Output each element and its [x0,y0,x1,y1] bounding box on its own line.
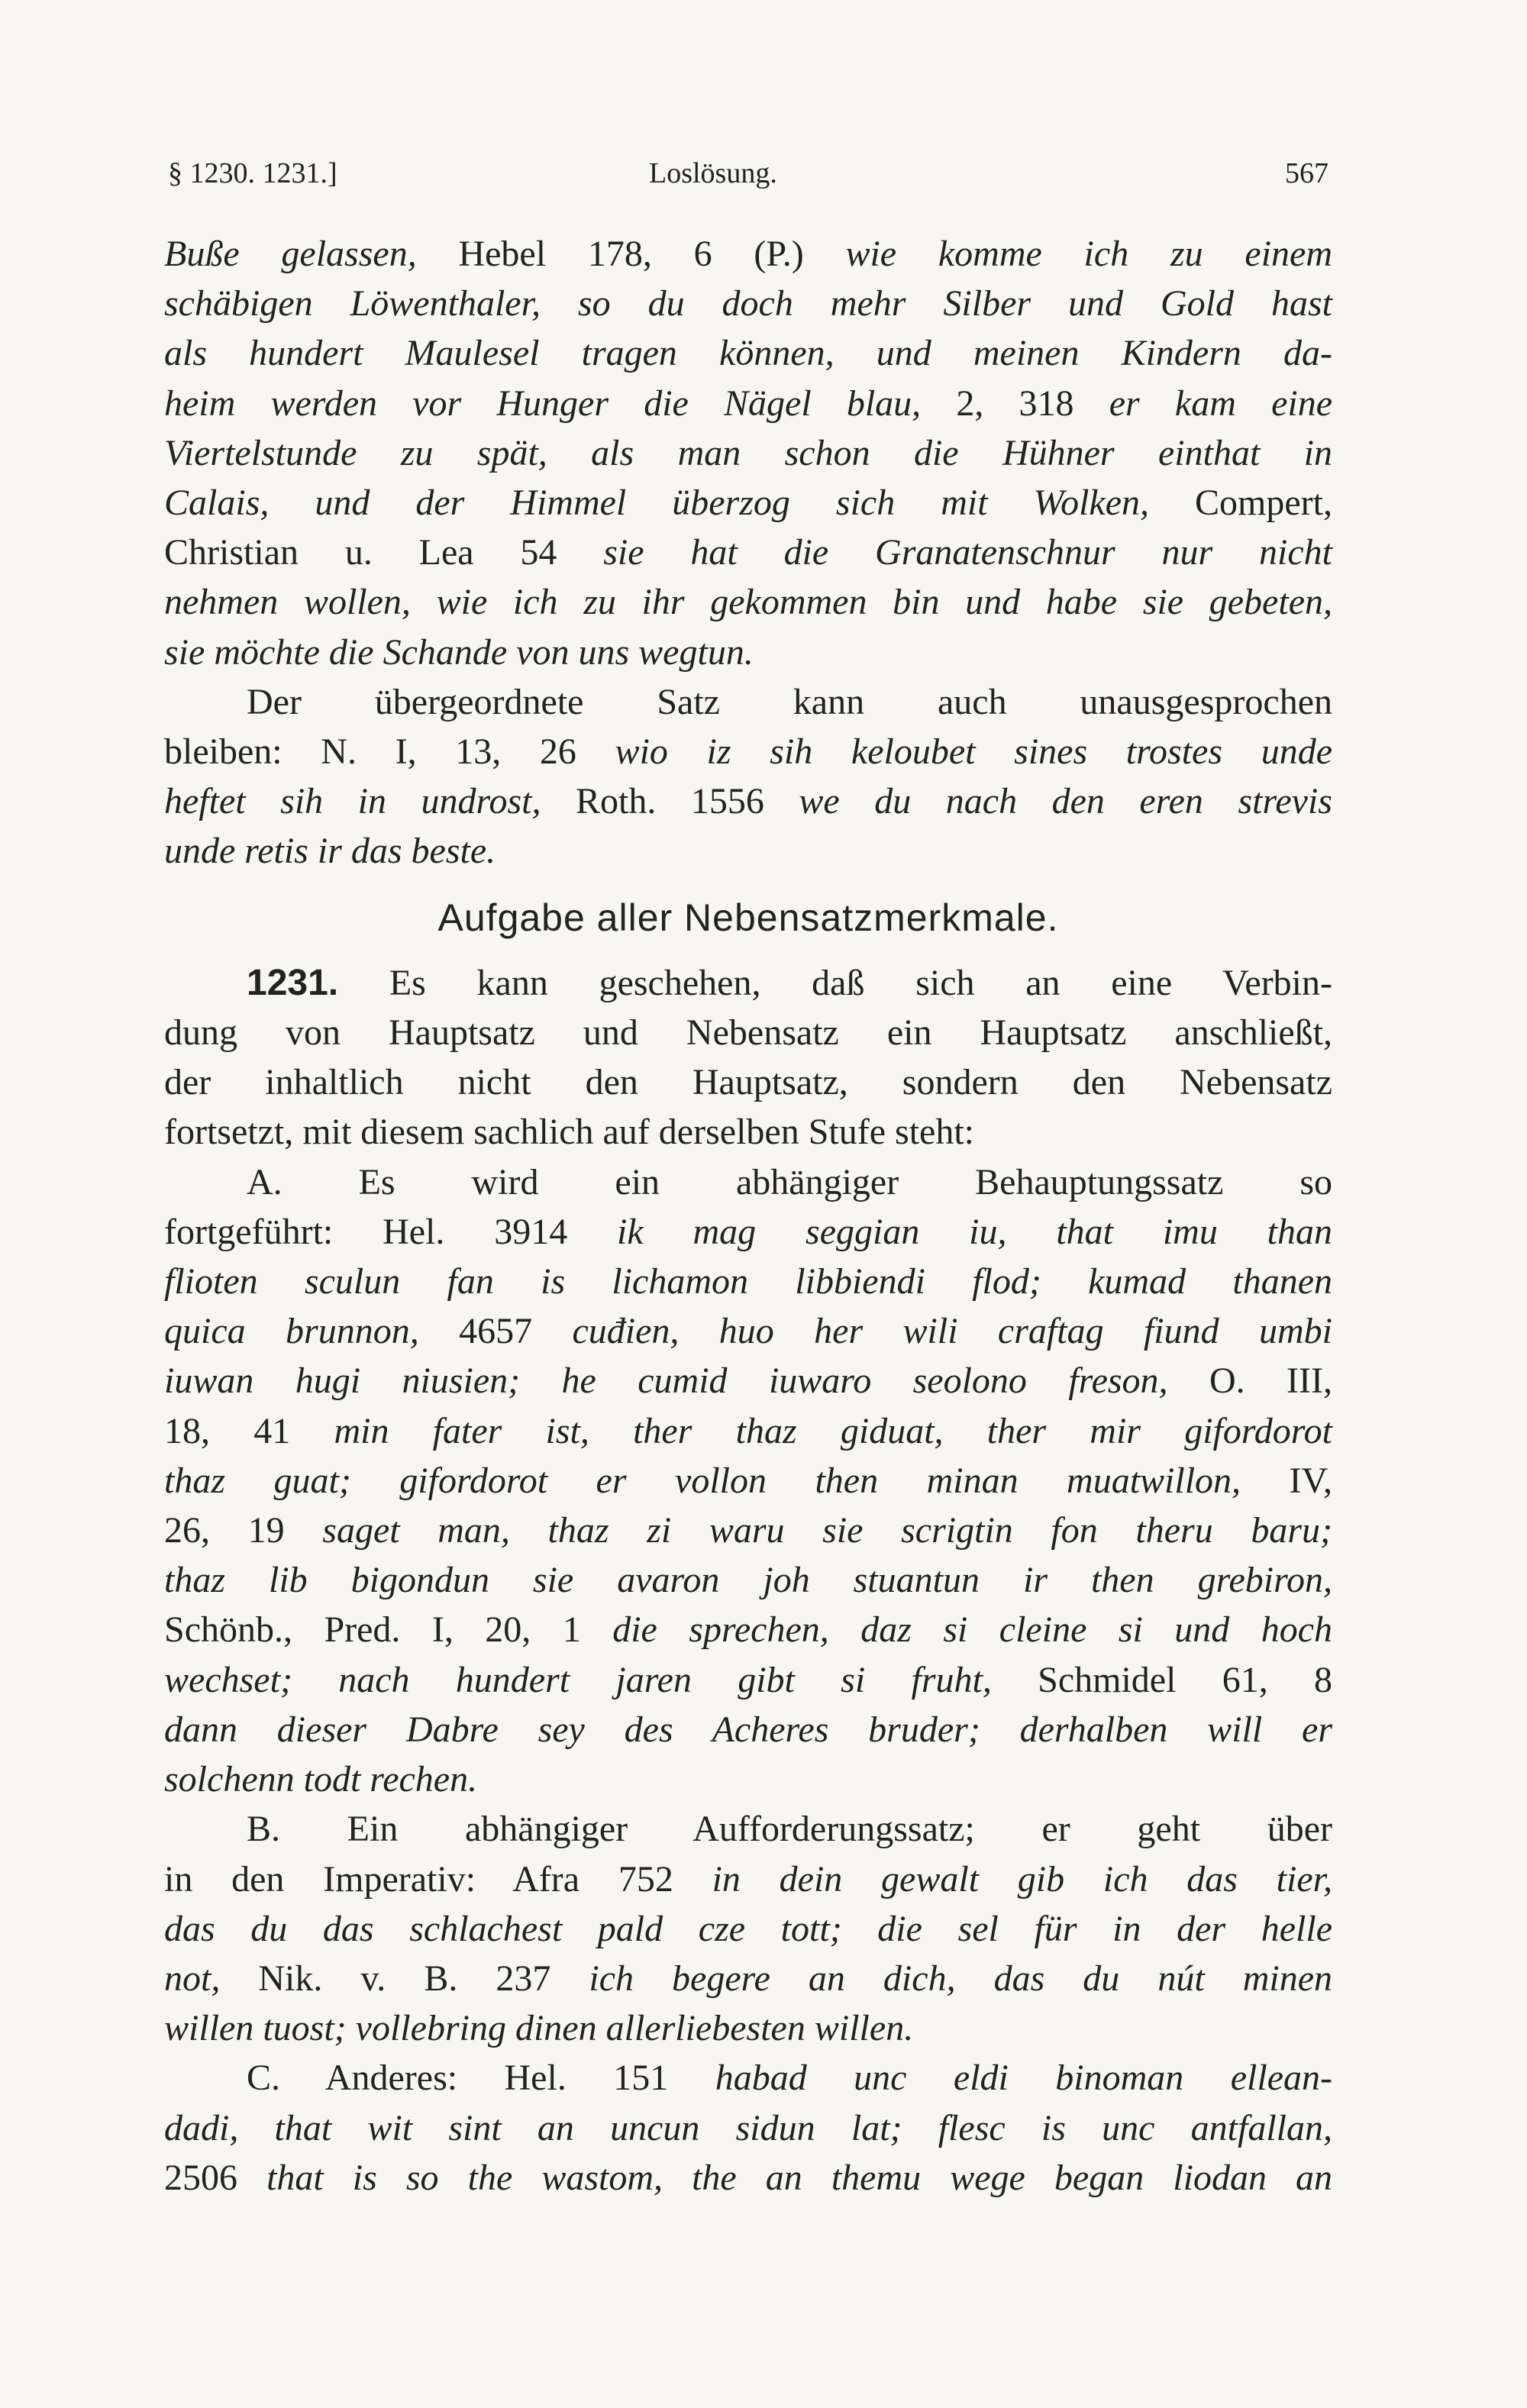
roman-text: 2, 318 [956,383,1109,424]
text-line [164,1854,1332,1904]
roman-text: 4657 [459,1311,573,1352]
roman-text: Nik. v. B. 237 [258,1958,589,1999]
text-line [164,1207,1332,1257]
text-line [164,1904,1332,1954]
paragraph-4 [164,1157,1332,1805]
text-line [164,1506,1332,1555]
roman-text: bleiben: N. I, 13, 26 [164,731,615,773]
italic-quote: that is so the wastom, the an themu wege began liodan an [266,2157,1332,2198]
paragraph-1 [164,229,1332,677]
roman-text: IV, [1289,1460,1332,1501]
text-line [164,727,1332,776]
roman-text: C. Anderes: Hel. 151 [247,2058,715,2099]
italic-quote: heftet sih in undrost, [164,781,576,822]
italic-quote: ich begere an dich, das du nút minen [589,1958,1332,1999]
roman-text: Christian u. Lea 54 [164,532,604,573]
italic-quote: flioten sculun fan is lichamon libbiendi flod; kumad thanen [164,1261,1332,1302]
roman-text: 26, 19 [164,1510,323,1551]
page-number: 567 [1285,157,1328,189]
italic-quote: thaz lib bigondun sie avaron joh stuantun ir then grebiron, [164,1560,1332,1601]
italic-quote: er kam eine [1109,383,1333,424]
italic-quote: dann dieser Dabre sey des Acheres bruder; derhalben will er [164,1709,1332,1750]
italic-quote: cuđien, huo her wili craftag fiund umbi [572,1311,1333,1352]
text-line [164,1804,1332,1854]
text-line [164,1456,1332,1506]
text-line [164,1306,1332,1356]
text-line [164,776,1332,826]
text-line [164,279,1332,328]
italic-quote: sie hat die Granatenschnur nur nicht [603,532,1333,573]
text-line [164,1655,1332,1705]
roman-text: A. Es wird ein abhängiger Behauptungssatz so [247,1161,1332,1202]
text-line [164,1257,1332,1306]
text-line [164,958,1332,1008]
roman-text: Hebel 178, 6 (P.) [458,234,846,274]
italic-quote: wie komme ich zu einem [845,234,1332,274]
italic-quote: schäbigen Löwenthaler, so du doch mehr Silber und Gold hast [164,283,1332,324]
text-line [164,1356,1332,1406]
text-line [164,2153,1332,2203]
text-line [164,478,1332,528]
italic-quote: quica brunnon, [164,1311,460,1352]
italic-quote: ik mag seggian iu, that imu than [617,1211,1332,1252]
roman-text: Roth. 1556 [575,781,799,822]
roman-text: Der übergeordnete Satz kann auch unausgesprochen [247,681,1332,722]
text-line [164,1605,1332,1654]
italic-quote: habad unc eldi binoman ellean- [715,2058,1332,2099]
italic-quote: sie möchte die Schande von uns wegtun. [164,631,754,673]
roman-text: der inhaltlich nicht den Hauptsatz, sondern den Nebensatz [164,1062,1332,1103]
italic-quote: nehmen wollen, wie ich zu ihr gekommen bin und habe sie gebeten, [164,582,1332,623]
text-line [164,1057,1332,1107]
text-line [164,826,1332,876]
roman-text: Es kann geschehen, daß sich an eine Verbin- [338,962,1332,1003]
paragraph-6 [164,2053,1332,2203]
italic-quote: das du das schlachest pald cze tott; die sel für in der helle [164,1908,1332,1949]
section-heading: Aufgabe aller Nebensatzmerkmale. [437,896,1059,939]
roman-text: Compert, [1195,483,1332,524]
italic-quote: thaz guat; gifordorot er vollon then minan muatwillon, [164,1460,1290,1501]
italic-quote: heim werden vor Hunger die Nägel blau, [164,383,957,424]
roman-text: Schmidel 61, 8 [1038,1659,1333,1700]
page-body [164,229,1332,2203]
roman-text: 18, 41 [164,1410,334,1451]
text-line [164,1555,1332,1605]
italic-quote: dadi, that wit sint an uncun sidun lat; flesc is unc antfallan, [164,2107,1332,2148]
italic-quote: solchenn todt rechen. [164,1759,478,1800]
italic-quote: wechset; nach hundert jaren gibt si fruht, [164,1659,1038,1700]
text-line [164,677,1332,727]
italic-quote: die sprechen, daz si cleine si und hoch [612,1609,1333,1651]
italic-quote: Calais, und der Himmel überzog sich mit Wolken, [164,483,1196,524]
page-header [168,157,1328,202]
italic-quote: wio iz sih keloubet sines trostes unde [615,731,1332,773]
italic-quote: Viertelstunde zu spät, als man schon die Hühner einthat in [164,432,1332,473]
text-line [164,2003,1332,2053]
roman-text: dung von Hauptsatz und Nebensatz ein Hauptsatz anschließt, [164,1012,1332,1054]
paragraph-5 [164,1804,1332,2053]
roman-text: in den Imperativ: Afra 752 [164,1858,712,1900]
text-line [164,328,1332,378]
text-line [164,428,1332,478]
italic-quote: min fater ist, ther thaz giduat, ther mir gifordorot [334,1410,1332,1451]
roman-text: 2506 [164,2157,267,2198]
text-line [164,1705,1332,1754]
roman-text: Schönb., Pred. I, 20, 1 [164,1609,613,1651]
text-line [164,1954,1332,2003]
italic-quote: saget man, thaz zi waru sie scrigtin fon theru baru; [322,1510,1333,1551]
italic-quote: iuwan hugi niusien; he cumid iuwaro seolono freson, [164,1361,1209,1402]
text-line [164,379,1332,428]
italic-quote: Buße gelassen, [164,234,459,274]
header-section-ref: § 1230. 1231.] [168,157,337,189]
roman-text: fortgeführt: Hel. 3914 [164,1211,618,1252]
text-line [164,2103,1332,2153]
text-line [164,628,1332,677]
roman-text: B. Ein abhängiger Aufforderungssatz; er geht über [247,1809,1332,1850]
text-line [164,229,1332,279]
italic-quote: unde retis ir das beste. [164,831,496,872]
italic-quote: in dein gewalt gib ich das tier, [712,1858,1332,1900]
italic-quote: willen tuost; vollebring dinen allerliebesten willen. [164,2008,914,2049]
text-line [164,1406,1332,1456]
header-title: Loslösung. [649,157,777,189]
roman-text: fortsetzt, mit diesem sachlich auf derselben Stufe steht: [164,1112,975,1153]
italic-quote: not, [164,1958,259,1999]
text-line [164,577,1332,627]
text-line [164,1157,1332,1207]
italic-quote: als hundert Maulesel tragen können, und meinen Kindern da- [164,333,1332,374]
paragraph-3 [164,958,1332,1157]
roman-text: O. III, [1209,1361,1332,1402]
text-line [164,1754,1332,1804]
text-line [164,528,1332,577]
text-line [164,1008,1332,1057]
text-line [164,2053,1332,2103]
section-number: 1231. [247,962,339,1003]
text-line [164,1107,1332,1157]
paragraph-2 [164,677,1332,876]
italic-quote: we du nach den eren strevis [799,781,1332,822]
